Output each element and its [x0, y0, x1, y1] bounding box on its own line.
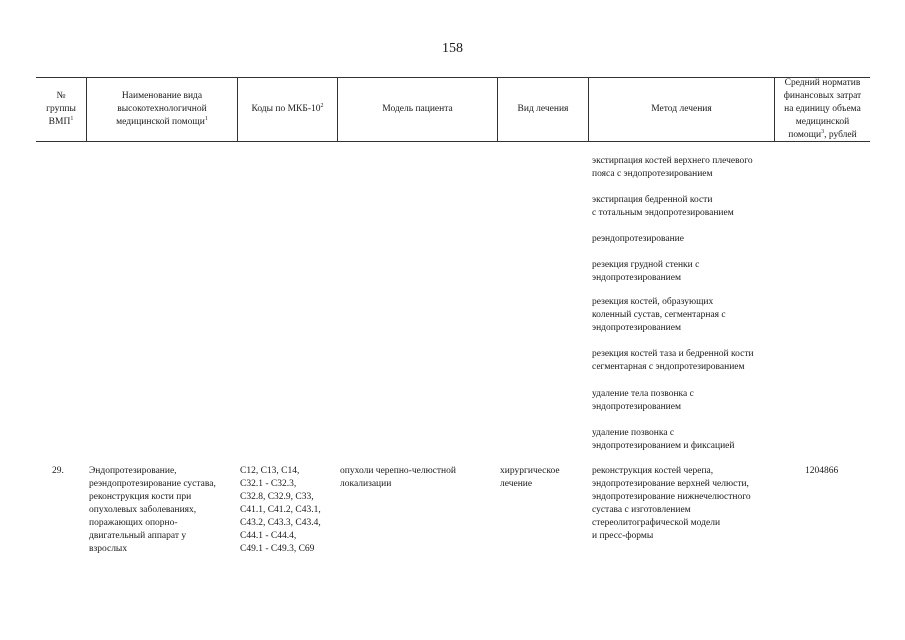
method-item: резекция костей, образующих коленный сустав, сегментарная с эндопротезированием: [592, 297, 726, 333]
method-item: резекция костей таза и бедренной кости сегментарная с эндопротезированием: [592, 349, 754, 372]
row-29-patient-model: опухоли черепно-челюстной локализации: [340, 466, 456, 489]
header-bottom-rule: [36, 141, 870, 142]
page-number: 158: [442, 41, 463, 56]
header-treatment-type: Вид лечения: [517, 103, 569, 114]
method-item: удаление тела позвонка с эндопротезированием: [592, 389, 694, 412]
header-average-cost: Средний норматив финансовых затрат на единицу объема медицинской помощи$^3$, рублей: [783, 77, 862, 140]
header-group-number: № группы ВМП$^1$: [46, 90, 76, 127]
row-29-treatment-type: хирургическое лечение: [500, 466, 560, 489]
method-item: резекция грудной стенки с эндопротезированием: [592, 260, 700, 283]
header-treatment-method: Метод лечения: [651, 103, 712, 114]
method-item: удаление позвонка с эндопротезированием и фиксацией: [592, 428, 735, 451]
row-29-average-cost: 1204866: [805, 466, 839, 476]
row-29-treatment-method: реконструкция костей черепа, эндопротезирование верхней челюсти, эндопротезирование нижнечелюстного сустава с изготовлением стереолитографической модели и пресс-формы: [592, 466, 751, 541]
row-29-icd-codes: C12, C13, C14, C32.1 - C32.3, C32.8, C32.9, C33, C41.1, C41.2, C43.1, C43.2, C43.3, C43.4, C44.1 - C44.4, C49.1 - C49.3, C69: [240, 466, 321, 554]
row-29-care-type-name: Эндопротезирование, реэндопротезирование сустава, реконструкция кости при опухолевых заболеваниях, поражающих опорно- двигательный аппарат у взрослых: [89, 466, 216, 554]
row-29-group-number: 29.: [52, 466, 64, 476]
header-patient-model: Модель пациента: [382, 103, 453, 114]
header-icd-codes: Коды по МКБ-$10^2$: [251, 102, 324, 114]
method-item: реэндопротезирование: [592, 234, 684, 244]
method-item: экстирпация бедренной кости с тотальным эндопротезированием: [592, 195, 734, 218]
header-care-type-name: Наименование вида высокотехнологичной медицинской помощи$^1$: [116, 90, 208, 127]
method-item: экстирпация костей верхнего плечевого пояса с эндопротезированием: [592, 156, 753, 179]
